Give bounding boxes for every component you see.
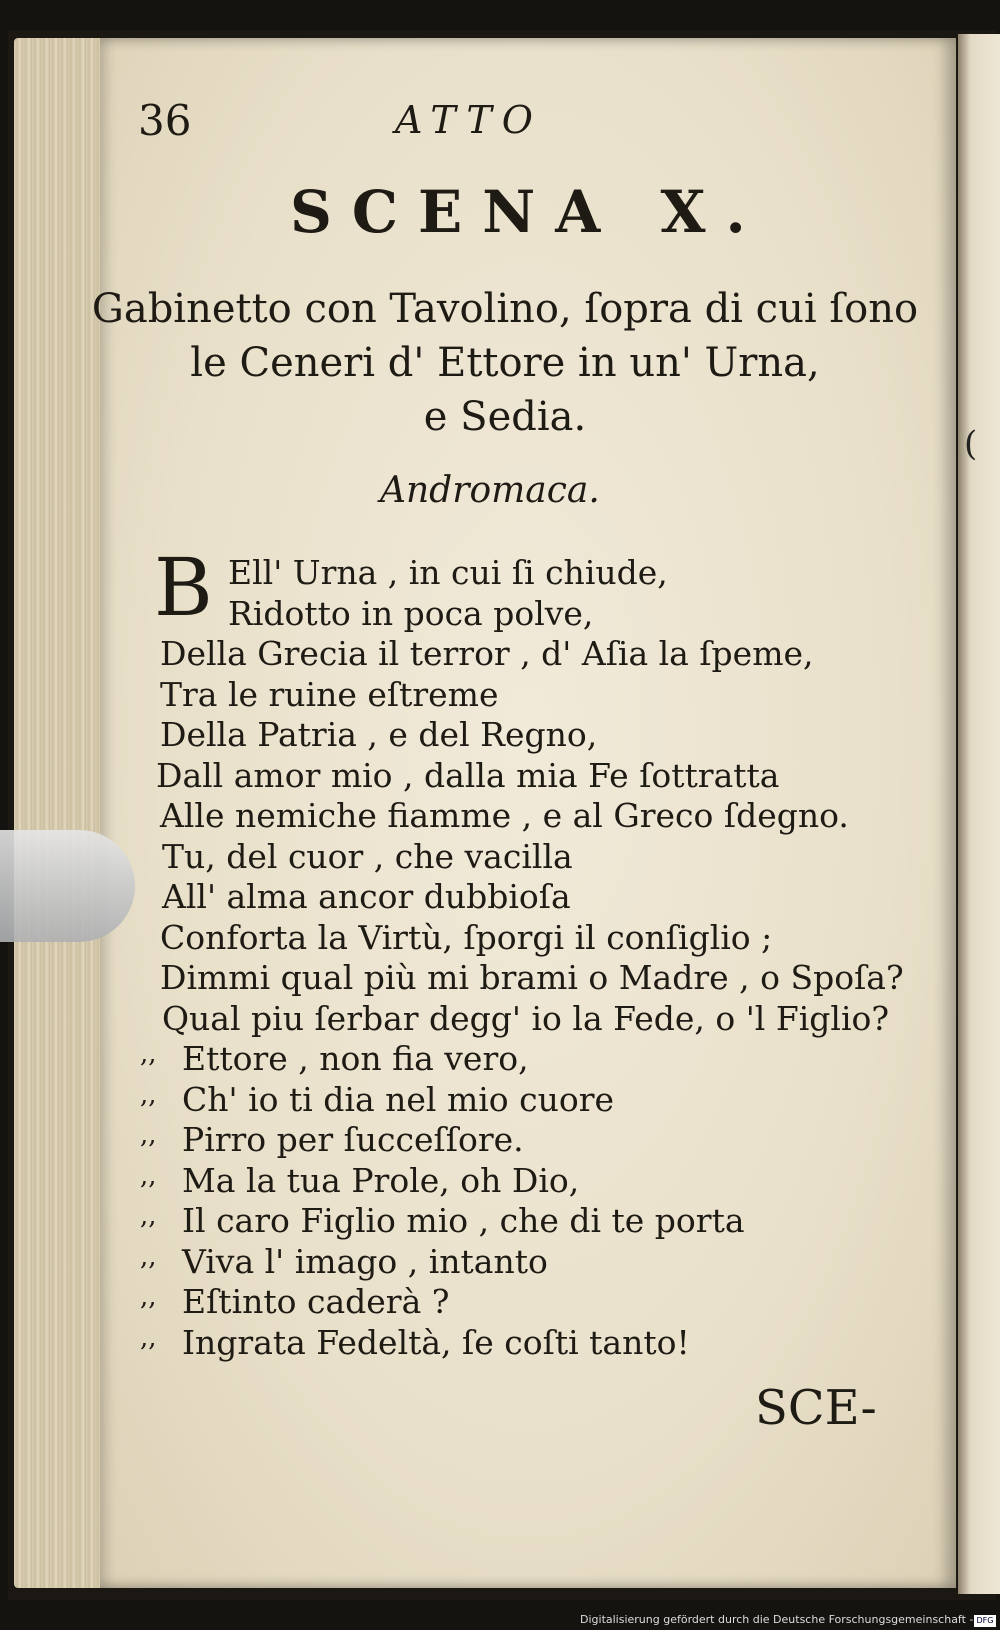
setting-line: le Ceneri d' Ettore in un' Urna, bbox=[190, 340, 820, 386]
page-number: 36 bbox=[138, 96, 192, 145]
verse-line: Tra le ruine eſtreme bbox=[160, 674, 499, 714]
quoted-verse-line: Ma la tua Prole, oh Dio, bbox=[182, 1160, 580, 1200]
setting-line: Gabinetto con Tavolino, ſopra di cui ſono bbox=[91, 286, 919, 332]
verse-line: Qual piu ſerbar degg' io la Fede, o 'l Figlio? bbox=[162, 998, 890, 1038]
quoted-verse-line: Viva l' imago , intanto bbox=[182, 1241, 548, 1281]
verse-line: Della Grecia il terror , d' Aſia la ſpeme, bbox=[160, 634, 814, 673]
setting-description bbox=[55, 282, 955, 444]
digitization-credit: Digitalisierung gefördert durch die Deutsche Forschungsgemeinschaft - bbox=[580, 1613, 974, 1626]
quoted-verse-line: Ettore , non fia vero, bbox=[182, 1039, 529, 1078]
quoted-verse-line: Eſtinto caderà ? bbox=[182, 1282, 450, 1321]
facing-page-glyph: ( bbox=[964, 424, 978, 464]
quote-mark: ,, bbox=[140, 1282, 157, 1312]
quote-mark: ,, bbox=[140, 1241, 157, 1272]
verse-line: Dimmi qual più mi brami o Madre , o Spoſa? bbox=[160, 958, 904, 997]
quote-mark: ,, bbox=[140, 1322, 157, 1353]
quote-mark: ,, bbox=[140, 1079, 157, 1110]
drop-cap: B bbox=[154, 541, 213, 634]
speaker-name: Andromaca. bbox=[380, 470, 600, 511]
verse-line: Ridotto in poca polve, bbox=[228, 593, 594, 633]
page-edges bbox=[14, 38, 104, 1588]
facing-page-edge bbox=[958, 34, 1000, 1594]
quote-mark: ,, bbox=[140, 1201, 157, 1231]
verse-line: Della Patria , e del Regno, bbox=[160, 715, 598, 754]
verse-line: Conforta la Virtù, ſporgi il conſiglio ; bbox=[160, 917, 773, 957]
quoted-verse-line: Pirro per ſucceſſore. bbox=[182, 1120, 524, 1159]
verse-line: Dall amor mio , dalla mia Fe ſottratta bbox=[156, 755, 780, 795]
quoted-verse-line: Ch' io ti dia nel mio cuore bbox=[182, 1079, 615, 1119]
page-clip-tab bbox=[0, 830, 135, 942]
dfg-logo: DFG bbox=[974, 1615, 996, 1627]
verse-line: Alle nemiche fiamme , e al Greco ſdegno. bbox=[160, 796, 849, 835]
quoted-verse-line: Il caro Figlio mio , che di te porta bbox=[182, 1201, 745, 1240]
catchword: SCE- bbox=[755, 1380, 877, 1436]
quote-mark: ,, bbox=[140, 1160, 157, 1191]
quote-mark: ,, bbox=[140, 1120, 157, 1150]
scene-heading: SCENA X. bbox=[290, 178, 766, 246]
verse-line: All' alma ancor dubbioſa bbox=[162, 877, 571, 916]
quoted-verse-line: Ingrata Fedeltà, ſe coſti tanto! bbox=[182, 1322, 690, 1362]
running-head: ATTO bbox=[395, 98, 543, 142]
setting-line: e Sedia. bbox=[423, 394, 587, 440]
verse-line: Ell' Urna , in cui ſi chiude, bbox=[228, 553, 668, 592]
quote-mark: ,, bbox=[140, 1039, 157, 1069]
verse-line: Tu, del cuor , che vacilla bbox=[162, 836, 573, 876]
